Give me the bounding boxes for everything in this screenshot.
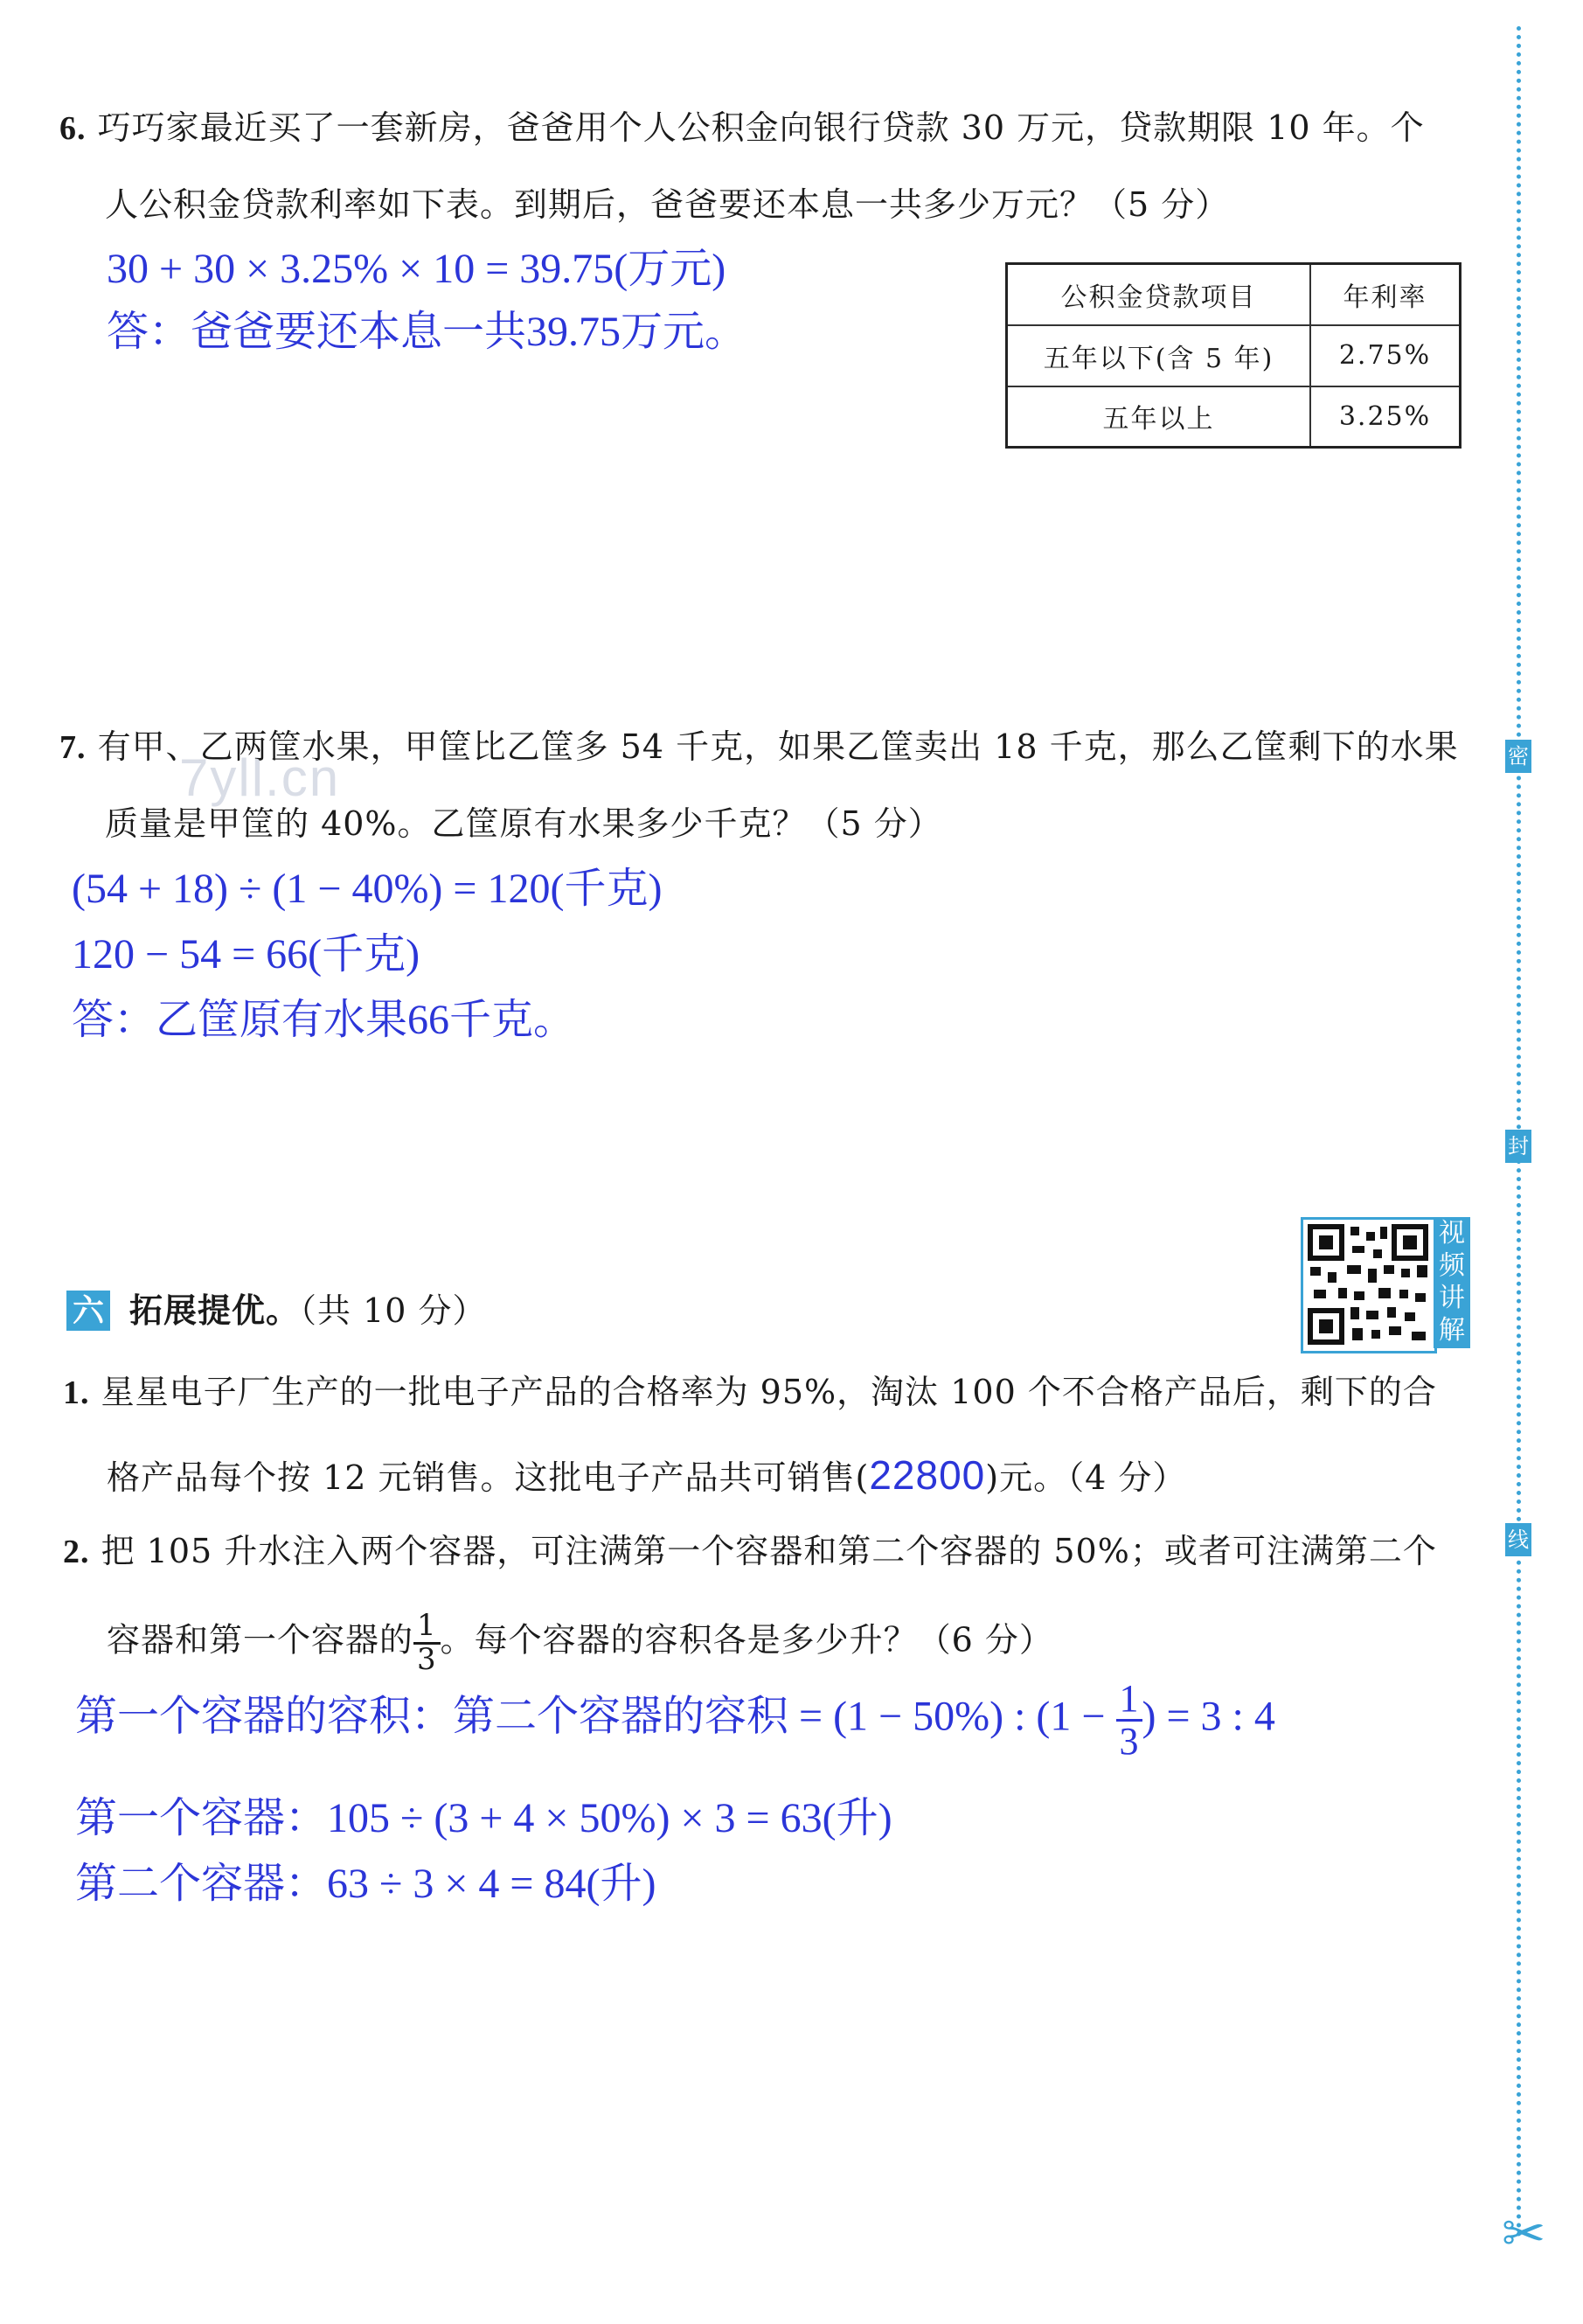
section-title — [129, 1291, 487, 1332]
p2-answer-1-post: ) = 3 : 4 — [1142, 1693, 1275, 1740]
watermark: 7yll.cn — [179, 748, 341, 807]
q7-answer-2: 120 − 54 = 66(千克) — [72, 931, 420, 978]
q7-text-2: 质量是甲筐的 40%。乙筐原有水果多少千克？（5 分） — [105, 804, 942, 843]
qr-code[interactable] — [1301, 1217, 1437, 1353]
p1-text-2-post: )元。（4 分） — [985, 1458, 1187, 1497]
section-score: （共 10 分） — [300, 1291, 487, 1330]
q7-number: 7. — [59, 729, 87, 766]
p2-answer-2: 第一个容器：105 ÷ (3 + 4 × 50%) × 3 = 63(升) — [75, 1795, 892, 1841]
p2-answer-1 — [75, 1679, 1275, 1762]
p2-number: 2. — [63, 1534, 90, 1570]
cut-mark-mi: 密 — [1505, 740, 1531, 773]
p1-text-1: 星星电子厂生产的一批电子产品的合格率为 95%，淘汰 100 个不合格产品后，剩下的合 — [101, 1373, 1437, 1411]
rate-table-cell: 2.75% — [1310, 325, 1461, 386]
table-row — [1007, 325, 1461, 386]
p2-answer-3: 第二个容器：63 ÷ 3 × 4 = 84(升) — [75, 1861, 656, 1907]
qr-code-icon — [1303, 1220, 1434, 1351]
rate-table-cell: 五年以上 — [1007, 386, 1311, 448]
qr-label-char: 讲 — [1439, 1283, 1465, 1313]
p2-frac-num: 1 — [413, 1611, 441, 1645]
p2-line2 — [107, 1608, 1053, 1677]
rate-table-header-rate: 年利率 — [1310, 264, 1461, 325]
scissors-icon: ✂ — [1502, 2203, 1546, 2265]
rate-table-header — [1007, 264, 1461, 325]
q7-answer-1: (54 + 18) ÷ (1 − 40%) = 120(千克) — [72, 866, 663, 912]
section-badge: 六 — [66, 1291, 110, 1331]
rate-table-cell: 3.25% — [1310, 386, 1461, 448]
q7-text-1: 有甲、乙两筐水果，甲筐比乙筐多 54 千克，如果乙筐卖出 18 千克，那么乙筐剩下的水果 — [97, 727, 1459, 766]
p2-line1 — [63, 1532, 1437, 1573]
p2-text-1: 把 105 升水注入两个容器，可注满第一个容器和第二个容器的 50%；或者可注满第二个 — [101, 1532, 1437, 1570]
p1-text-2-pre: 格产品每个按 12 元销售。这批电子产品共可销售( — [107, 1458, 870, 1497]
q6-text-1: 巧巧家最近买了一套新房，爸爸用个人公积金向银行贷款 30 万元，贷款期限 10 年。个 — [97, 108, 1425, 147]
p1-line2 — [107, 1451, 1186, 1499]
qr-label-char: 视 — [1439, 1218, 1465, 1249]
q6-line1 — [59, 108, 1425, 150]
q7-line1 — [59, 727, 1459, 769]
p2-text-2-pre: 容器和第一个容器的 — [107, 1620, 414, 1660]
p2-answer-frac-num: 1 — [1116, 1679, 1142, 1722]
p2-answer-frac-den: 3 — [1119, 1720, 1139, 1764]
p2-text-2-post: 。每个容器的容积各是多少升？（6 分） — [440, 1620, 1053, 1660]
rate-table-cell: 五年以下(含 5 年) — [1007, 325, 1311, 386]
q6-text-2: 人公积金贷款利率如下表。到期后，爸爸要还本息一共多少万元？（5 分） — [105, 185, 1230, 224]
cut-mark-xian: 线 — [1505, 1523, 1531, 1556]
q6-answer-2: 答：爸爸要还本息一共39.75万元。 — [107, 309, 747, 355]
qr-label-char: 解 — [1439, 1315, 1465, 1346]
video-explanation-label[interactable] — [1434, 1217, 1470, 1348]
q6-number: 6. — [59, 110, 87, 147]
p2-fraction — [413, 1608, 441, 1677]
rate-table-header-item: 公积金贷款项目 — [1007, 264, 1311, 325]
cut-mark-feng: 封 — [1505, 1130, 1531, 1163]
p2-frac-den: 3 — [417, 1641, 437, 1677]
q7-answer-3: 答：乙筐原有水果66千克。 — [72, 997, 576, 1043]
table-row — [1007, 386, 1461, 448]
p1-number: 1. — [63, 1374, 90, 1411]
p2-answer-fraction — [1116, 1679, 1142, 1762]
q6-answer-1: 30 + 30 × 3.25% × 10 = 39.75(万元) — [107, 246, 726, 292]
p2-answer-1-pre: 第一个容器的容积：第二个容器的容积 = (1 − 50%) : (1 − — [75, 1693, 1106, 1740]
rate-table — [1005, 262, 1461, 449]
p1-line1 — [63, 1373, 1437, 1414]
section-title-text: 拓展提优。 — [129, 1291, 301, 1330]
qr-label-char: 频 — [1439, 1250, 1465, 1281]
p1-answer: 22800 — [869, 1452, 986, 1498]
